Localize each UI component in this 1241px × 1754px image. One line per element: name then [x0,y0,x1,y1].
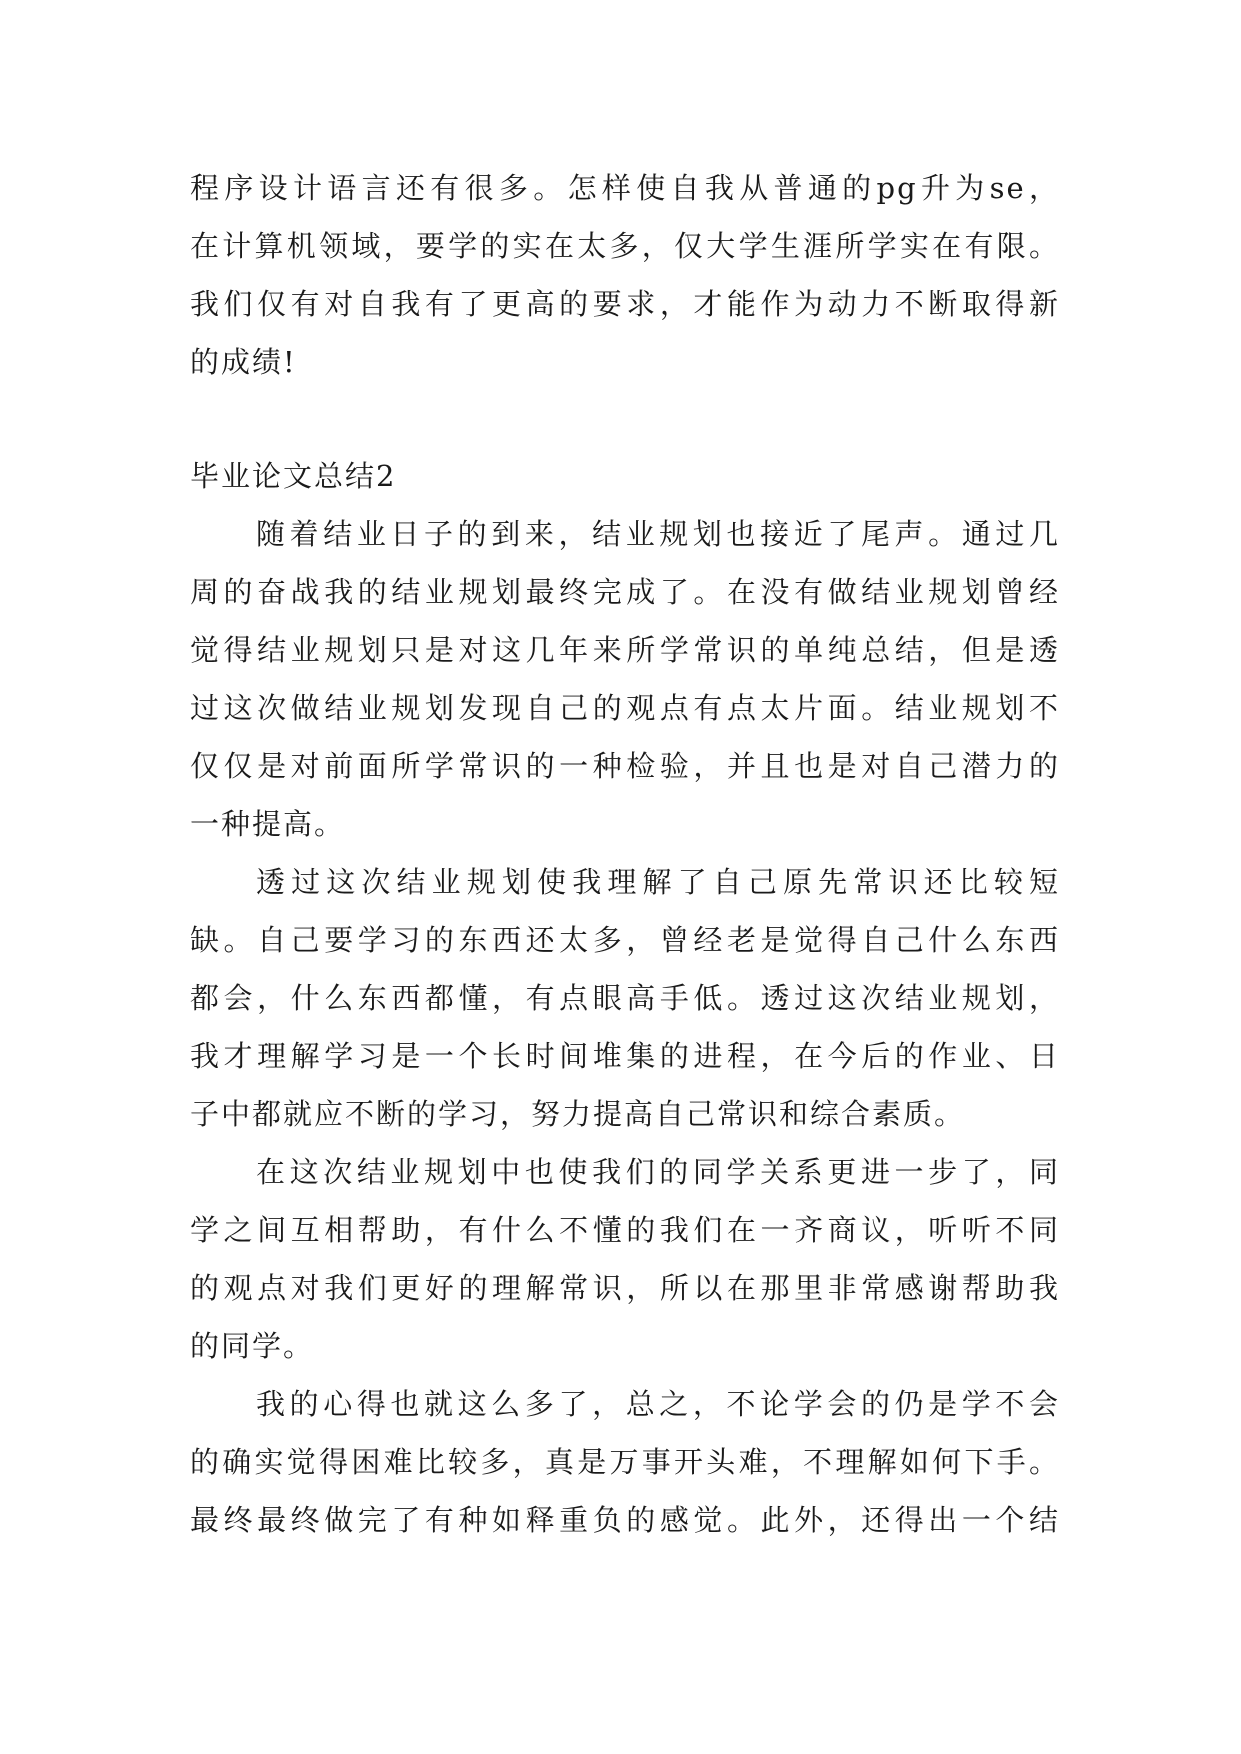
text-line: 我们仅有对自我有了更高的要求，才能作为动力不断取得新 [190,287,1060,321]
text-line: 缺。自己要学习的东西还太多，曾经老是觉得自己什么东西 [190,923,1060,957]
text-line: 在计算机领域，要学的实在太多，仅大学生涯所学实在有限。 [190,229,1060,263]
text-line: 我的心得也就这么多了，总之，不论学会的仍是学不会 [256,1387,1060,1421]
text-line: 都会，什么东西都懂，有点眼高手低。透过这次结业规划， [190,981,1060,1015]
text-line: 觉得结业规划只是对这几年来所学常识的单纯总结，但是透 [190,633,1060,667]
text-line: 透过这次结业规划使我理解了自己原先常识还比较短 [256,865,1060,899]
text-line: 一种提高。 [190,807,346,841]
text-line: 过这次做结业规划发现自己的观点有点太片面。结业规划不 [190,691,1060,725]
intro-paragraph [190,159,1060,391]
text-line: 我才理解学习是一个长时间堆集的进程，在今后的作业、日 [190,1039,1060,1073]
text-line: 随着结业日子的到来，结业规划也接近了尾声。通过几 [256,517,1060,551]
text-line: 子中都就应不断的学习，努力提高自己常识和综合素质。 [190,1097,966,1131]
text-line: 仅仅是对前面所学常识的一种检验，并且也是对自己潜力的 [190,749,1060,783]
body-text [190,505,1060,1549]
text-line: 的同学。 [190,1329,315,1363]
text-line: 的成绩! [190,345,297,379]
text-line: 程序设计语言还有很多。怎样使自我从普通的pg升为se， [190,171,1060,205]
text-line: 的观点对我们更好的理解常识，所以在那里非常感谢帮助我 [190,1271,1060,1305]
text-line: 学之间互相帮助，有什么不懂的我们在一齐商议，听听不同 [190,1213,1060,1247]
section-title: 毕业论文总结2 [190,459,397,493]
text-line: 最终最终做完了有种如释重负的感觉。此外，还得出一个结 [190,1503,1060,1537]
text-line: 周的奋战我的结业规划最终完成了。在没有做结业规划曾经 [190,575,1060,609]
text-line: 的确实觉得困难比较多，真是万事开头难，不理解如何下手。 [190,1445,1060,1479]
text-line: 在这次结业规划中也使我们的同学关系更进一步了，同 [256,1155,1060,1189]
section-heading [190,447,1060,505]
